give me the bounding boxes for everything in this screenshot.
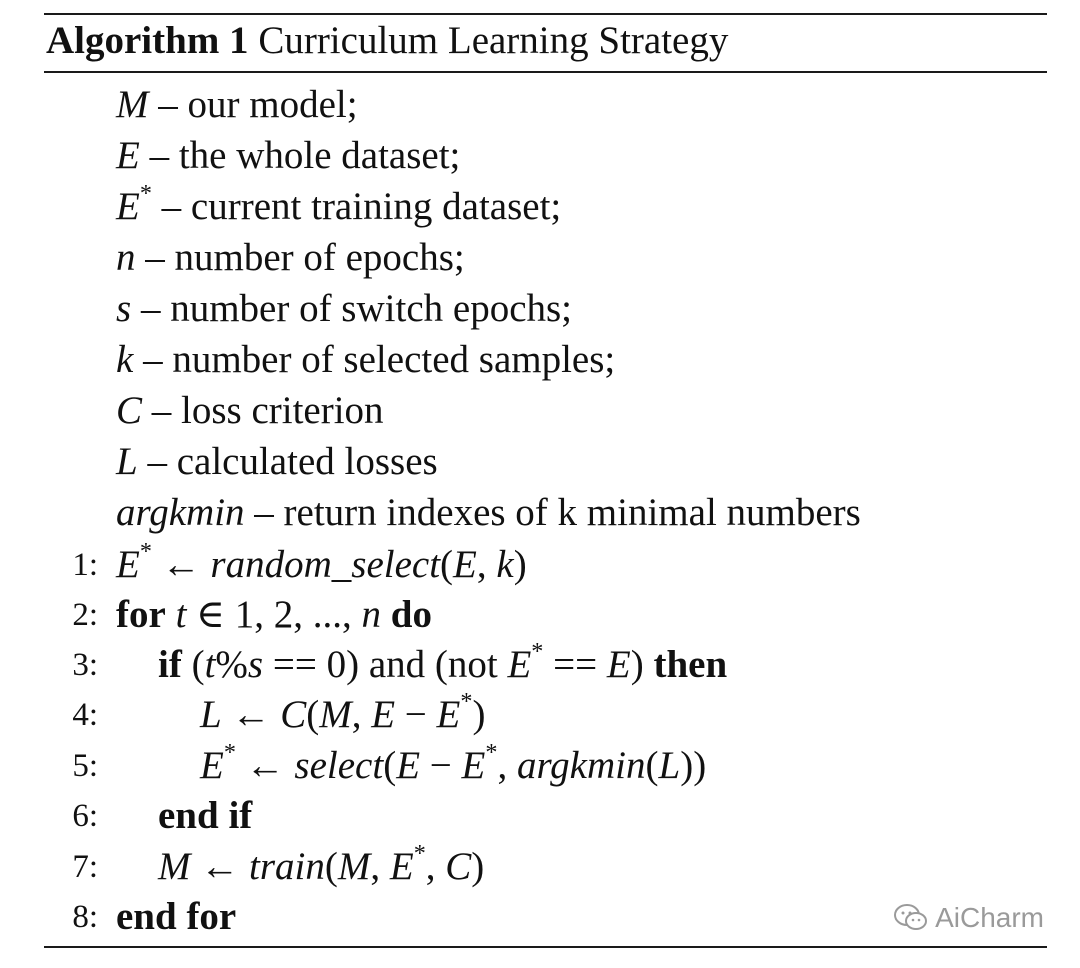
step-number: 7: [72,849,98,885]
definition-text: – current training dataset; [161,185,562,228]
definition-symbol: n [116,236,136,279]
step-text: if (t%s == 0) and (not E* == E) then [158,638,728,686]
definition-symbol: C [116,389,143,432]
definition-symbol: k [116,338,134,381]
definition-symbol: L [116,440,138,483]
step-number: 4: [72,697,98,733]
step-number: 8: [72,899,98,935]
step-number: 3: [72,647,98,683]
algorithm-name: Curriculum Learning Strategy [258,19,729,62]
step-text: end if [158,794,253,837]
definition-text: – the whole dataset; [149,134,461,177]
bottom-rule [44,946,1047,948]
step-text: E* ← select(E − E*, argkmin(L)) [200,739,707,787]
definition-text: – return indexes of k minimal numbers [254,491,861,534]
step-number: 2: [72,597,98,633]
step-line [0,590,1080,640]
step-line [0,741,1080,791]
definition-text: – number of epochs; [145,236,465,279]
step-number: 5: [72,748,98,784]
algorithm-label: Algorithm 1 [46,19,249,62]
definition-text: – number of switch epochs; [140,287,573,330]
step-line [0,690,1080,740]
top-rule [44,13,1047,15]
step-text: M ← train(M, E*, C) [158,840,485,888]
step-line [0,791,1080,841]
step-line [0,540,1080,590]
definition-text: – calculated losses [147,440,438,483]
title-rule [44,71,1047,73]
definition-symbol: E [116,134,140,177]
step-text: for t ∈ 1, 2, ..., n do [116,593,432,636]
definition-symbol: M [116,83,149,126]
definition-text: – number of selected samples; [143,338,616,381]
wechat-icon [893,903,929,933]
definition-symbol: s [116,287,132,330]
definition-text: – loss criterion [151,389,384,432]
step-line [0,842,1080,892]
step-line [0,640,1080,690]
step-number: 1: [72,547,98,583]
step-text: E* ← random_select(E, k) [116,538,527,586]
step-number: 6: [72,798,98,834]
algorithm-title [46,17,728,65]
watermark [893,902,1044,934]
step-text: L ← C(M, E − E*) [200,688,486,736]
definition-symbol: E [116,185,140,228]
definition-symbol: argkmin [116,491,245,534]
definition-superscript: * [139,180,152,208]
step-text: end for [116,895,237,938]
definition-text: – our model; [158,83,358,126]
watermark-text: AiCharm [935,902,1044,933]
